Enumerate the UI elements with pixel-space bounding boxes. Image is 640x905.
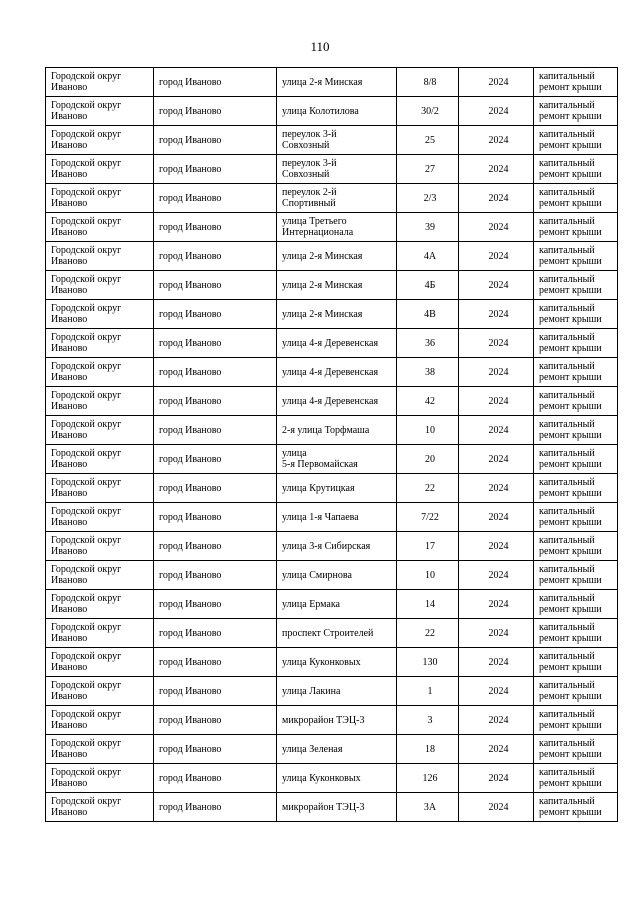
year-cell: 2024 — [459, 445, 534, 474]
house-number-cell: 8/8 — [397, 68, 459, 97]
table-row — [46, 445, 618, 474]
year-cell: 2024 — [459, 184, 534, 213]
work-type-cell: капитальный ремонт крыши — [534, 677, 618, 706]
city-cell: город Иваново — [154, 474, 277, 503]
house-number-cell: 1 — [397, 677, 459, 706]
city-cell: город Иваново — [154, 416, 277, 445]
house-number-cell: 4А — [397, 242, 459, 271]
municipal-district-cell: Городской округ Иваново — [46, 561, 154, 590]
municipal-district-cell: Городской округ Иваново — [46, 474, 154, 503]
city-cell: город Иваново — [154, 561, 277, 590]
municipal-district-cell: Городской округ Иваново — [46, 735, 154, 764]
work-type-cell: капитальный ремонт крыши — [534, 184, 618, 213]
work-type-cell: капитальный ремонт крыши — [534, 793, 618, 822]
municipal-district-cell: Городской округ Иваново — [46, 706, 154, 735]
year-cell: 2024 — [459, 735, 534, 764]
house-number-cell: 36 — [397, 329, 459, 358]
table-row — [46, 735, 618, 764]
city-cell: город Иваново — [154, 532, 277, 561]
house-number-cell: 4Б — [397, 271, 459, 300]
work-type-cell: капитальный ремонт крыши — [534, 155, 618, 184]
year-cell: 2024 — [459, 532, 534, 561]
municipal-district-cell: Городской округ Иваново — [46, 590, 154, 619]
city-cell: город Иваново — [154, 271, 277, 300]
table-row — [46, 242, 618, 271]
table-row — [46, 387, 618, 416]
table-row — [46, 358, 618, 387]
municipal-district-cell: Городской округ Иваново — [46, 503, 154, 532]
house-number-cell: 10 — [397, 416, 459, 445]
year-cell: 2024 — [459, 97, 534, 126]
year-cell: 2024 — [459, 648, 534, 677]
registry-table-body — [46, 68, 618, 822]
year-cell: 2024 — [459, 619, 534, 648]
house-number-cell: 4В — [397, 300, 459, 329]
street-cell: улица 3-я Сибирская — [277, 532, 397, 561]
city-cell: город Иваново — [154, 445, 277, 474]
year-cell: 2024 — [459, 126, 534, 155]
work-type-cell: капитальный ремонт крыши — [534, 329, 618, 358]
city-cell: город Иваново — [154, 764, 277, 793]
table-row — [46, 474, 618, 503]
year-cell: 2024 — [459, 242, 534, 271]
city-cell: город Иваново — [154, 68, 277, 97]
municipal-district-cell: Городской округ Иваново — [46, 416, 154, 445]
house-number-cell: 2/3 — [397, 184, 459, 213]
municipal-district-cell: Городской округ Иваново — [46, 329, 154, 358]
year-cell: 2024 — [459, 416, 534, 445]
work-type-cell: капитальный ремонт крыши — [534, 387, 618, 416]
municipal-district-cell: Городской округ Иваново — [46, 532, 154, 561]
work-type-cell: капитальный ремонт крыши — [534, 590, 618, 619]
municipal-district-cell: Городской округ Иваново — [46, 445, 154, 474]
municipal-district-cell: Городской округ Иваново — [46, 126, 154, 155]
street-cell: улица Смирнова — [277, 561, 397, 590]
year-cell: 2024 — [459, 155, 534, 184]
city-cell: город Иваново — [154, 329, 277, 358]
table-row — [46, 561, 618, 590]
year-cell: 2024 — [459, 474, 534, 503]
house-number-cell: 25 — [397, 126, 459, 155]
city-cell: город Иваново — [154, 387, 277, 416]
house-number-cell: 7/22 — [397, 503, 459, 532]
table-row — [46, 532, 618, 561]
street-cell: улица 2-я Минская — [277, 300, 397, 329]
house-number-cell: 22 — [397, 474, 459, 503]
work-type-cell: капитальный ремонт крыши — [534, 532, 618, 561]
city-cell: город Иваново — [154, 184, 277, 213]
table-row — [46, 97, 618, 126]
city-cell: город Иваново — [154, 126, 277, 155]
table-row — [46, 126, 618, 155]
table-row — [46, 590, 618, 619]
house-number-cell: 22 — [397, 619, 459, 648]
work-type-cell: капитальный ремонт крыши — [534, 126, 618, 155]
table-row — [46, 503, 618, 532]
city-cell: город Иваново — [154, 358, 277, 387]
street-cell: улица 2-я Минская — [277, 242, 397, 271]
municipal-district-cell: Городской округ Иваново — [46, 648, 154, 677]
table-row — [46, 271, 618, 300]
work-type-cell: капитальный ремонт крыши — [534, 561, 618, 590]
street-cell: переулок 3-й Совхозный — [277, 126, 397, 155]
table-row — [46, 677, 618, 706]
municipal-district-cell: Городской округ Иваново — [46, 68, 154, 97]
street-cell: 2-я улица Торфмаша — [277, 416, 397, 445]
year-cell: 2024 — [459, 677, 534, 706]
repair-registry-table — [45, 67, 618, 822]
street-cell: микрорайон ТЭЦ-3 — [277, 793, 397, 822]
municipal-district-cell: Городской округ Иваново — [46, 271, 154, 300]
city-cell: город Иваново — [154, 706, 277, 735]
municipal-district-cell: Городской округ Иваново — [46, 155, 154, 184]
municipal-district-cell: Городской округ Иваново — [46, 97, 154, 126]
table-row — [46, 155, 618, 184]
city-cell: город Иваново — [154, 242, 277, 271]
house-number-cell: 17 — [397, 532, 459, 561]
city-cell: город Иваново — [154, 619, 277, 648]
street-cell: улица Третьего Интернационала — [277, 213, 397, 242]
house-number-cell: 20 — [397, 445, 459, 474]
city-cell: город Иваново — [154, 155, 277, 184]
year-cell: 2024 — [459, 329, 534, 358]
work-type-cell: капитальный ремонт крыши — [534, 706, 618, 735]
house-number-cell: 30/2 — [397, 97, 459, 126]
work-type-cell: капитальный ремонт крыши — [534, 213, 618, 242]
work-type-cell: капитальный ремонт крыши — [534, 648, 618, 677]
house-number-cell: 27 — [397, 155, 459, 184]
year-cell: 2024 — [459, 68, 534, 97]
street-cell: улица Куконковых — [277, 764, 397, 793]
house-number-cell: 130 — [397, 648, 459, 677]
table-row — [46, 329, 618, 358]
year-cell: 2024 — [459, 793, 534, 822]
street-cell: улица 2-я Минская — [277, 68, 397, 97]
year-cell: 2024 — [459, 561, 534, 590]
work-type-cell: капитальный ремонт крыши — [534, 97, 618, 126]
municipal-district-cell: Городской округ Иваново — [46, 793, 154, 822]
year-cell: 2024 — [459, 706, 534, 735]
work-type-cell: капитальный ремонт крыши — [534, 445, 618, 474]
year-cell: 2024 — [459, 271, 534, 300]
city-cell: город Иваново — [154, 300, 277, 329]
house-number-cell: 10 — [397, 561, 459, 590]
city-cell: город Иваново — [154, 503, 277, 532]
street-cell: улица Зеленая — [277, 735, 397, 764]
city-cell: город Иваново — [154, 735, 277, 764]
table-row — [46, 793, 618, 822]
municipal-district-cell: Городской округ Иваново — [46, 300, 154, 329]
house-number-cell: 18 — [397, 735, 459, 764]
year-cell: 2024 — [459, 358, 534, 387]
street-cell: улица 2-я Минская — [277, 271, 397, 300]
house-number-cell: 3А — [397, 793, 459, 822]
year-cell: 2024 — [459, 300, 534, 329]
table-row — [46, 213, 618, 242]
street-cell: улица 4-я Деревенская — [277, 358, 397, 387]
work-type-cell: капитальный ремонт крыши — [534, 416, 618, 445]
house-number-cell: 3 — [397, 706, 459, 735]
municipal-district-cell: Городской округ Иваново — [46, 358, 154, 387]
work-type-cell: капитальный ремонт крыши — [534, 68, 618, 97]
work-type-cell: капитальный ремонт крыши — [534, 474, 618, 503]
year-cell: 2024 — [459, 387, 534, 416]
page-number: 110 — [310, 39, 330, 54]
municipal-district-cell: Городской округ Иваново — [46, 764, 154, 793]
city-cell: город Иваново — [154, 213, 277, 242]
street-cell: улица Ермака — [277, 590, 397, 619]
year-cell: 2024 — [459, 764, 534, 793]
street-cell: улица Колотилова — [277, 97, 397, 126]
work-type-cell: капитальный ремонт крыши — [534, 735, 618, 764]
year-cell: 2024 — [459, 213, 534, 242]
municipal-district-cell: Городской округ Иваново — [46, 387, 154, 416]
city-cell: город Иваново — [154, 648, 277, 677]
street-cell: улица Лакина — [277, 677, 397, 706]
city-cell: город Иваново — [154, 793, 277, 822]
street-cell: улица 1-я Чапаева — [277, 503, 397, 532]
street-cell: проспект Строителей — [277, 619, 397, 648]
municipal-district-cell: Городской округ Иваново — [46, 677, 154, 706]
street-cell: улица 5-я Первомайская — [277, 445, 397, 474]
city-cell: город Иваново — [154, 590, 277, 619]
house-number-cell: 38 — [397, 358, 459, 387]
table-row — [46, 619, 618, 648]
work-type-cell: капитальный ремонт крыши — [534, 242, 618, 271]
street-cell: улица 4-я Деревенская — [277, 329, 397, 358]
table-row — [46, 68, 618, 97]
table-row — [46, 184, 618, 213]
work-type-cell: капитальный ремонт крыши — [534, 503, 618, 532]
street-cell: улица Крутицкая — [277, 474, 397, 503]
year-cell: 2024 — [459, 503, 534, 532]
house-number-cell: 42 — [397, 387, 459, 416]
street-cell: улица 4-я Деревенская — [277, 387, 397, 416]
house-number-cell: 39 — [397, 213, 459, 242]
table-row — [46, 648, 618, 677]
table-row — [46, 764, 618, 793]
street-cell: микрорайон ТЭЦ-3 — [277, 706, 397, 735]
street-cell: улица Куконковых — [277, 648, 397, 677]
house-number-cell: 14 — [397, 590, 459, 619]
street-cell: переулок 3-й Совхозный — [277, 155, 397, 184]
municipal-district-cell: Городской округ Иваново — [46, 184, 154, 213]
work-type-cell: капитальный ремонт крыши — [534, 358, 618, 387]
municipal-district-cell: Городской округ Иваново — [46, 242, 154, 271]
city-cell: город Иваново — [154, 97, 277, 126]
table-row — [46, 300, 618, 329]
year-cell: 2024 — [459, 590, 534, 619]
city-cell: город Иваново — [154, 677, 277, 706]
municipal-district-cell: Городской округ Иваново — [46, 619, 154, 648]
table-row — [46, 706, 618, 735]
municipal-district-cell: Городской округ Иваново — [46, 213, 154, 242]
work-type-cell: капитальный ремонт крыши — [534, 271, 618, 300]
work-type-cell: капитальный ремонт крыши — [534, 300, 618, 329]
street-cell: переулок 2-й Спортивный — [277, 184, 397, 213]
work-type-cell: капитальный ремонт крыши — [534, 764, 618, 793]
table-row — [46, 416, 618, 445]
work-type-cell: капитальный ремонт крыши — [534, 619, 618, 648]
house-number-cell: 126 — [397, 764, 459, 793]
